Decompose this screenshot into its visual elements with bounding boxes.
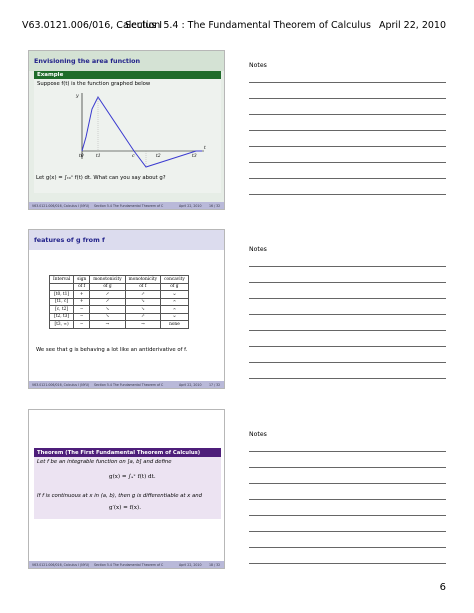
col-subheader: of f	[125, 283, 160, 291]
tick-t0: t0	[79, 154, 84, 159]
table-header-row	[50, 276, 189, 284]
col-header: concavity	[161, 276, 189, 284]
tick-t3: t3	[192, 154, 197, 159]
table-cell: ⌣	[161, 291, 189, 299]
notes-label: Notes	[249, 246, 267, 253]
table-cell: −	[74, 321, 90, 329]
footer-section: Section 5.4 The Fundamental Theorem of C	[94, 204, 164, 208]
footer-section: Section 5.4 The Fundamental Theorem of C	[94, 383, 164, 387]
x-axis-label: t	[204, 146, 206, 151]
slide-area-function	[28, 50, 225, 210]
table-cell: →	[125, 321, 160, 329]
table-cell: ↘	[125, 306, 160, 314]
footer-course: V63.0121.006/016, Calculus I (NYU)	[32, 563, 90, 567]
table-cell: [t1, c]	[50, 298, 74, 306]
table-row	[50, 313, 189, 321]
theorem-hypothesis: Let f be an integrable function on [a, b] and define	[37, 459, 172, 465]
notes-label: Notes	[249, 62, 267, 69]
notes-label: Notes	[249, 431, 267, 438]
footer-page: 17 / 32	[209, 383, 221, 387]
slide-title: Envisioning the area function	[29, 51, 224, 71]
header-course: V63.0121.006/016, Calculus I	[22, 20, 163, 31]
col-subheader: of f	[74, 283, 90, 291]
table-row	[50, 291, 189, 299]
table-cell: ↘	[90, 306, 125, 314]
table-cell: ↗	[90, 298, 125, 306]
table-cell: ↗	[125, 313, 160, 321]
table-cell: +	[74, 291, 90, 299]
y-axis-label: y	[76, 94, 79, 99]
table-cell: ⌢	[161, 298, 189, 306]
tick-t1: t1	[96, 154, 101, 159]
table-cell: none	[161, 321, 189, 329]
table-cell: −	[74, 306, 90, 314]
col-header: Interval	[50, 276, 74, 284]
slide-fundamental-theorem	[28, 409, 225, 569]
tick-t2: t2	[156, 154, 161, 159]
example-block-title: Example	[34, 71, 221, 79]
col-subheader: of g	[90, 283, 125, 291]
example-text: Suppose f(t) is the function graphed below	[37, 81, 151, 87]
table-cell: ⌢	[161, 306, 189, 314]
table-cell: ↗	[125, 291, 160, 299]
theorem-definition-equation: g(x) = ∫ₐˣ f(t) dt.	[109, 474, 156, 480]
col-subheader	[50, 283, 74, 291]
footer-date: April 22, 2010	[179, 383, 202, 387]
example-question: Let g(x) = ∫ₜ₀ˣ f(t) dt. What can you say about g?	[36, 175, 166, 181]
tick-c: c	[132, 154, 135, 159]
slide-features-of-g	[28, 229, 225, 389]
table-cell: ⌣	[161, 313, 189, 321]
function-graph	[74, 89, 214, 171]
table-cell: [t2, t3]	[50, 313, 74, 321]
footer-course: V63.0121.006/016, Calculus I (NYU)	[32, 383, 90, 387]
features-table	[49, 275, 189, 329]
col-subheader: of g	[161, 283, 189, 291]
col-header: sign	[74, 276, 90, 284]
table-cell: [c, t2]	[50, 306, 74, 314]
table-cell: −	[74, 313, 90, 321]
table-header-row	[50, 283, 189, 291]
notes-area-2	[249, 246, 446, 386]
footer-page: 18 / 32	[209, 563, 221, 567]
table-row	[50, 306, 189, 314]
col-header: monotonicity	[90, 276, 125, 284]
theorem-block-title: Theorem (The First Fundamental Theorem of Calculus)	[34, 448, 221, 457]
table-cell: ↗	[90, 291, 125, 299]
slide-footer	[29, 561, 224, 568]
theorem-derivative-equation: g′(x) = f(x).	[109, 505, 141, 511]
header-title: Section 5.4 : The Fundamental Theorem of Calculus	[125, 20, 371, 31]
table-row	[50, 298, 189, 306]
theorem-conclusion: If f is continuous at x in (a, b), then g is differentiable at x and	[37, 493, 202, 499]
footer-section: Section 5.4 The Fundamental Theorem of C	[94, 563, 164, 567]
footer-date: April 22, 2010	[179, 204, 202, 208]
table-row	[50, 321, 189, 329]
summary-text: We see that g is behaving a lot like an antiderivative of f.	[36, 347, 188, 353]
header-date: April 22, 2010	[378, 20, 446, 31]
footer-page: 16 / 32	[209, 204, 221, 208]
notes-area-1	[249, 62, 446, 202]
table-cell: →	[90, 321, 125, 329]
footer-course: V63.0121.006/016, Calculus I (NYU)	[32, 204, 90, 208]
table-cell: ↘	[125, 298, 160, 306]
table-cell: ↘	[90, 313, 125, 321]
table-cell: [t0, t1]	[50, 291, 74, 299]
slide-footer	[29, 381, 224, 388]
slide-footer	[29, 202, 224, 209]
footer-date: April 22, 2010	[179, 563, 202, 567]
notes-area-3	[249, 431, 446, 571]
slide-title: features of g from f	[29, 230, 224, 250]
page-number: 6	[439, 582, 446, 593]
table-cell: +	[74, 298, 90, 306]
col-header: monotonicity	[125, 276, 160, 284]
table-cell: [t3, ∞)	[50, 321, 74, 329]
